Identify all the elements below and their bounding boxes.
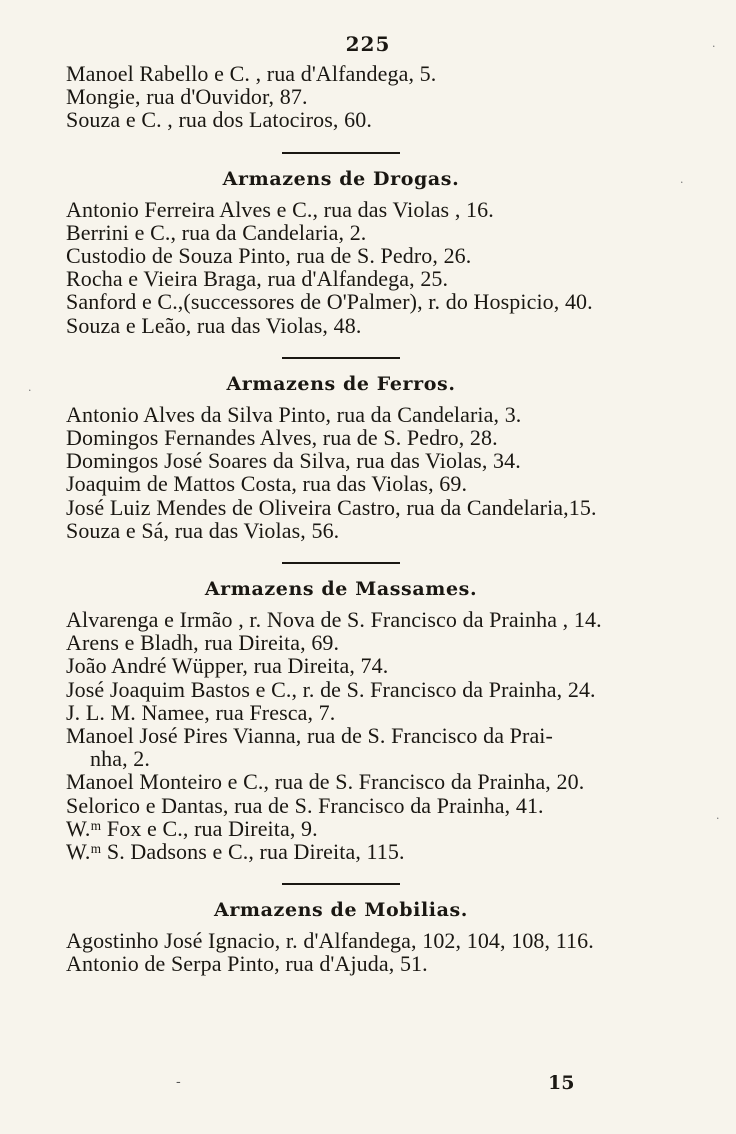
entry-line: Souza e C. , rua dos Latociros, 60.: [66, 107, 372, 133]
entry-line: Domingos Fernandes Alves, rua de S. Pedro, 28.: [66, 425, 498, 451]
entry-line: Sanford e C.,(successores de O'Palmer), r. do Hospicio, 40.: [66, 289, 593, 315]
entry-line: Selorico e Dantas, rua de S. Francisco da Prainha, 41.: [66, 792, 544, 818]
footer-dash: -: [176, 1074, 181, 1090]
entry-line: J. L. M. Namee, rua Fresca, 7.: [66, 699, 336, 725]
intro-entries: [66, 62, 676, 132]
entry-line: Arens e Bladh, rua Direita, 69.: [66, 630, 340, 656]
entry-line: Rocha e Vieira Braga, rua d'Alfandega, 25.: [66, 266, 449, 292]
entry-line: Agostinho José Ignacio, r. d'Alfandega, 102, 104, 108, 116.: [66, 928, 594, 954]
paper-speck: ·: [716, 812, 720, 825]
entry-line: Manoel Monteiro e C., rua de S. Francisco da Prainha, 20.: [66, 769, 585, 795]
entry-line: Souza e Sá, rua das Violas, 56.: [66, 517, 340, 543]
entry-line: nha, 2.: [90, 746, 150, 772]
directory-body: [66, 62, 676, 976]
signature-mark: 15: [548, 1072, 575, 1094]
entry-line: José Joaquim Bastos e C., r. de S. Francisco da Prainha, 24.: [66, 676, 596, 702]
sections-container: [66, 152, 676, 976]
entry-line: W.ᵐ Fox e C., rua Direita, 9.: [66, 815, 318, 841]
paper-speck: ·: [680, 176, 684, 189]
entry-line: Antonio Ferreira Alves e C., rua das Violas , 16.: [66, 196, 494, 222]
page-number: 225: [345, 32, 391, 56]
entry-line: Manoel José Pires Vianna, rua de S. Francisco da Prai-: [66, 723, 553, 749]
entry-line: Mongie, rua d'Ouvidor, 87.: [66, 84, 308, 110]
entry-line: W.ᵐ S. Dadsons e C., rua Direita, 115.: [66, 839, 405, 865]
section-heading: Armazens de Drogas.: [222, 167, 460, 190]
section: [66, 883, 676, 975]
section: [66, 562, 676, 863]
entry-line: Souza e Leão, rua das Violas, 48.: [66, 312, 362, 338]
section-divider: [282, 357, 400, 359]
section-divider: [282, 562, 400, 564]
section-divider: [282, 883, 400, 885]
section-heading: Armazens de Massames.: [204, 578, 478, 601]
section-heading: Armazens de Mobilias.: [213, 899, 469, 922]
section: [66, 152, 676, 337]
entry-line: Antonio Alves da Silva Pinto, rua da Candelaria, 3.: [66, 401, 522, 427]
entry-line: Antonio de Serpa Pinto, rua d'Ajuda, 51.: [66, 951, 428, 977]
entry-line: José Luiz Mendes de Oliveira Castro, rua da Candelaria,15.: [66, 494, 597, 520]
entry-line: Domingos José Soares da Silva, rua das Violas, 34.: [66, 448, 521, 474]
paper-speck: ·: [28, 384, 32, 397]
entry-line: Joaquim de Mattos Costa, rua das Violas, 69.: [66, 471, 468, 497]
entry-line: Manoel Rabello e C. , rua d'Alfandega, 5.: [66, 61, 437, 86]
entry-line: Alvarenga e Irmão , r. Nova de S. Francisco da Prainha , 14.: [66, 607, 602, 633]
section: [66, 357, 676, 542]
section-divider: [282, 152, 400, 154]
section-heading: Armazens de Ferros.: [226, 372, 456, 395]
paper-speck: ·: [712, 40, 716, 53]
entry-line: João André Wüpper, rua Direita, 74.: [66, 653, 389, 679]
entry-line: Custodio de Souza Pinto, rua de S. Pedro, 26.: [66, 243, 472, 269]
entry-line: Berrini e C., rua da Candelaria, 2.: [66, 219, 367, 245]
